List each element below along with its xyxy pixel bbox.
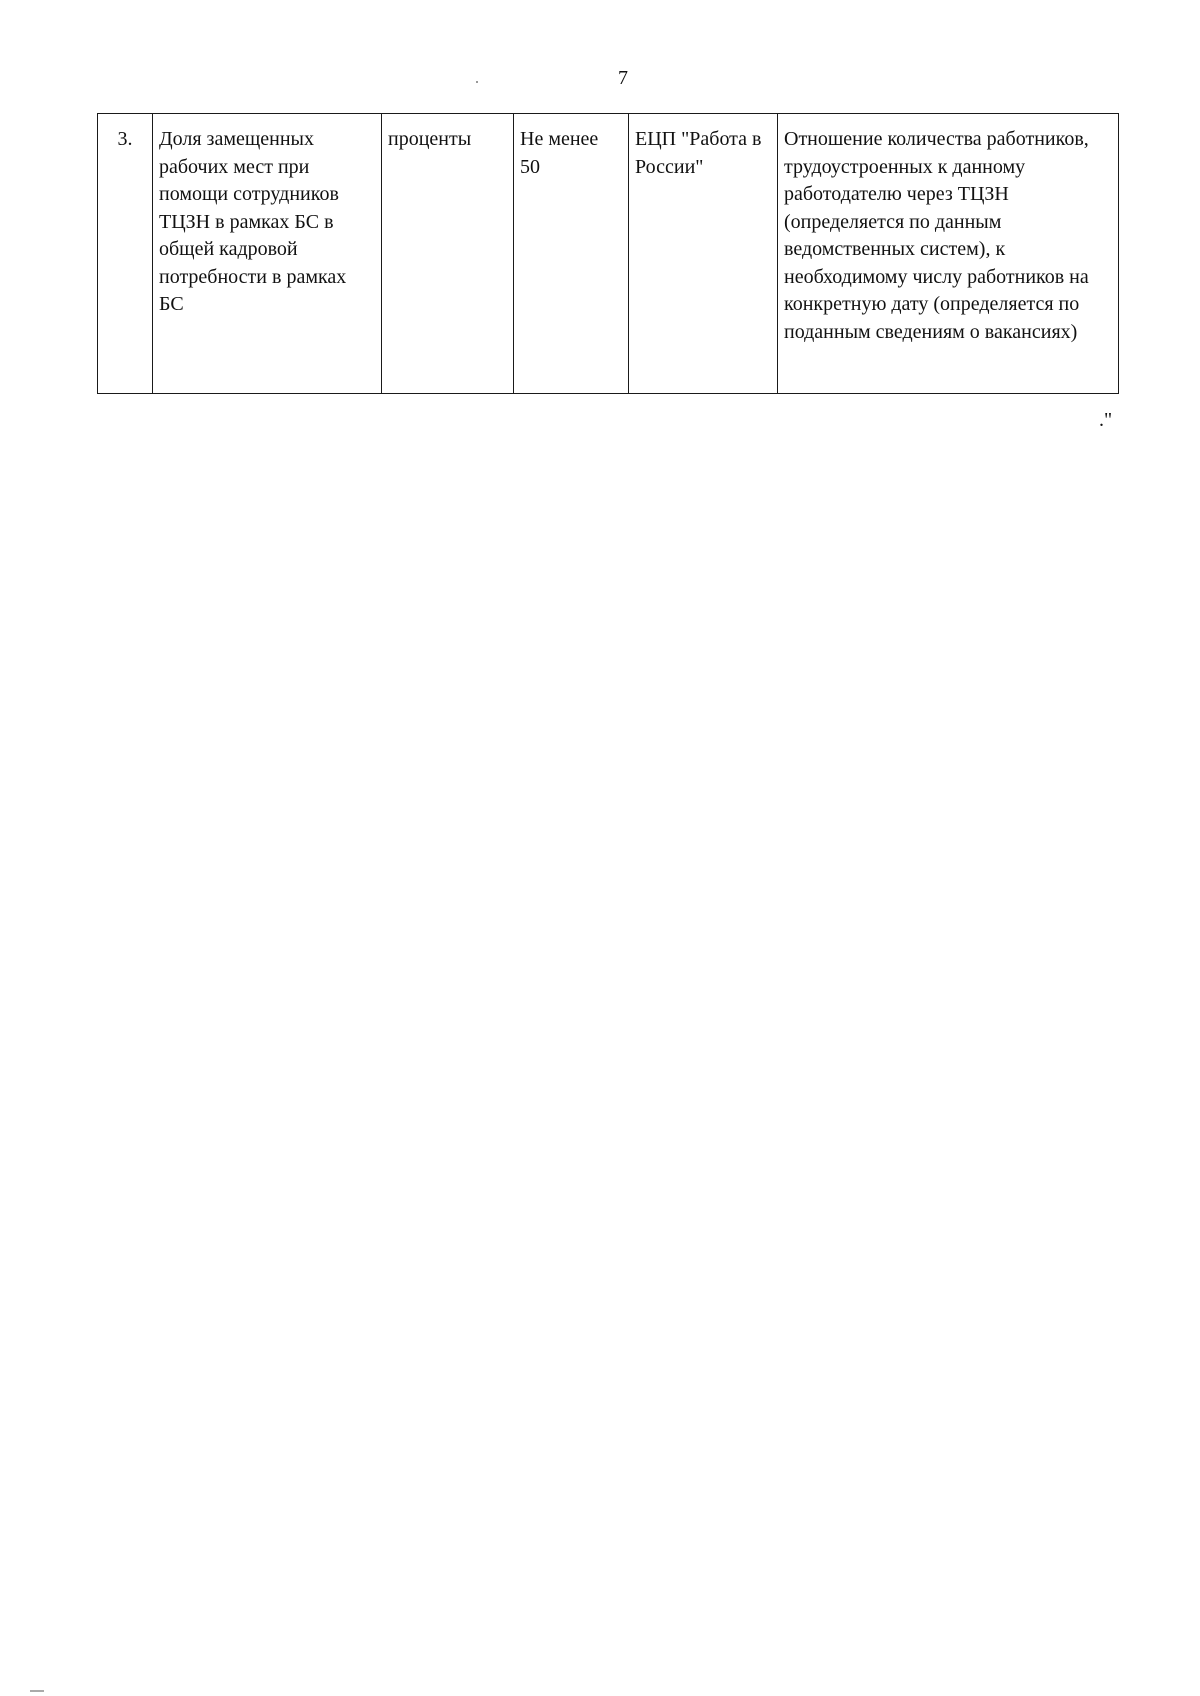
cell-unit: проценты [382, 114, 514, 394]
scan-artifact [476, 81, 478, 83]
closing-quote: ." [1099, 409, 1113, 431]
cell-target-value: Не менее 50 [514, 114, 629, 394]
page-number: 7 [618, 67, 628, 89]
table-row [98, 114, 1119, 394]
indicator-table [97, 113, 1119, 394]
scan-artifact [30, 1690, 44, 1692]
cell-row-number: 3. [98, 114, 153, 394]
cell-calculation-method: Отношение количества работников, трудоустроенных к данному работодателю через ТЦЗН (определяется по данным ведомственных систем), к необходимому числу работников на конкретную дату (определяется по поданным сведениям о вакансиях) [778, 114, 1119, 394]
cell-data-source: ЕЦП "Работа в России" [629, 114, 778, 394]
cell-indicator-name: Доля замещенных рабочих мест при помощи сотрудников ТЦЗН в рамках БС в общей кадровой потребности в рамках БС [153, 114, 382, 394]
